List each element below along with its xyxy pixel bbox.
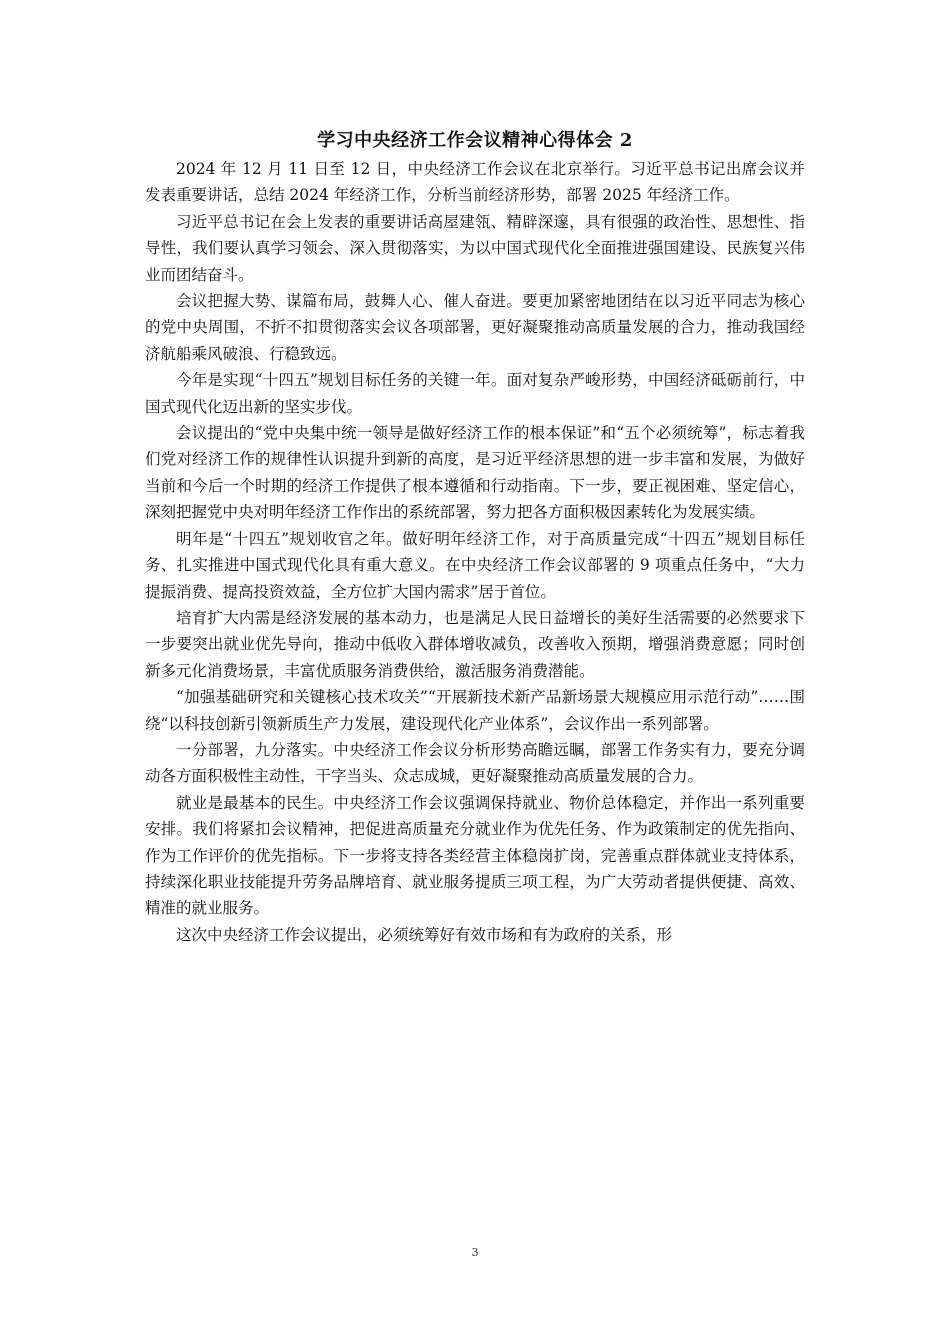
paragraph: 2024 年 12 月 11 日至 12 日，中央经济工作会议在北京举行。习近平总书记出席会议并发表重要讲话，总结 2024 年经济工作，分析当前经济形势，部署 2025 年经济工作。	[145, 160, 805, 205]
page-number: 3	[471, 1246, 479, 1259]
document-body	[145, 128, 805, 948]
paragraph: 习近平总书记在会上发表的重要讲话高屋建瓴、精辟深邃，具有很强的政治性、思想性、指导性，我们要认真学习领会、深入贯彻落实，为以中国式现代化全面推进强国建设、民族复兴伟业而团结奋斗。	[145, 212, 805, 284]
paragraph: 会议提出的“党中央集中统一领导是做好经济工作的根本保证”和“五个必须统筹”，标志着我们党对经济工作的规律性认识提升到新的高度，是习近平经济思想的进一步丰富和发展，为做好当前和今后一个时期的经济工作提供了根本遵循和行动指南。下一步，要正视困难、坚定信心，深刻把握党中央对明年经济工作作出的系统部署，努力把各方面积极因素转化为发展实绩。	[145, 424, 805, 522]
paragraph: 就业是最基本的民生。中央经济工作会议强调保持就业、物价总体稳定，并作出一系列重要安排。我们将紧扣会议精神，把促进高质量充分就业作为优先任务、作为政策制定的优先指向、作为工作评价的优先指标。下一步将支持各类经营主体稳岗扩岗，完善重点群体就业支持体系，持续深化职业技能提升劳务品牌培育、就业服务提质三项工程，为广大劳动者提供便捷、高效、精准的就业服务。	[145, 793, 805, 918]
paragraph: 明年是“十四五”规划收官之年。做好明年经济工作，对于高质量完成“十四五”规划目标任务、扎实推进中国式现代化具有重大意义。在中央经济工作会议部署的 9 项重点任务中，“大力提振消费、提高投资效益，全方位扩大国内需求”居于首位。	[145, 529, 805, 601]
paragraph: 今年是实现“十四五”规划目标任务的关键一年。面对复杂严峻形势，中国经济砥砺前行，中国式现代化迈出新的坚实步伐。	[145, 371, 805, 416]
paragraph: 这次中央经济工作会议提出，必须统筹好有效市场和有为政府的关系，形	[176, 925, 673, 944]
paragraph: 会议把握大势、谋篇布局，鼓舞人心、催人奋进。要更加紧密地团结在以习近平同志为核心的党中央周围，不折不扣贯彻落实会议各项部署，更好凝聚推动高质量发展的合力，推动我国经济航船乘风破浪、行稳致远。	[145, 292, 805, 363]
document-title: 学习中央经济工作会议精神心得体会 2	[317, 130, 633, 151]
paragraph: “加强基础研究和关键核心技术攻关”“开展新技术新产品新场景大规模应用示范行动”……围绕“以科技创新引领新质生产力发展，建设现代化产业体系”，会议作出一系列部署。	[145, 688, 805, 733]
paragraph: 培育扩大内需是经济发展的基本动力，也是满足人民日益增长的美好生活需要的必然要求下一步要突出就业优先导向，推动中低收入群体增收减负，改善收入预期，增强消费意愿；同时创新多元化消费场景，丰富优质服务消费供给，激活服务消费潜能。	[145, 608, 805, 680]
paragraph: 一分部署，九分落实。中央经济工作会议分析形势高瞻远瞩，部署工作务实有力，要充分调动各方面积极性主动性，干字当头、众志成城，更好凝聚推动高质量发展的合力。	[145, 740, 805, 786]
